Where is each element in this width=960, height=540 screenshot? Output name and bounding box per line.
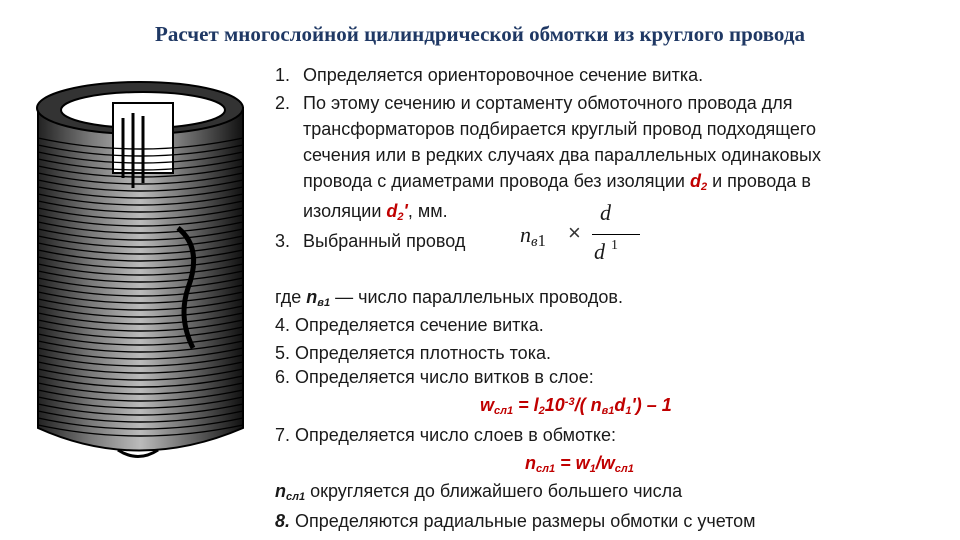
list-item-2-line-4: провода с диаметрами провода без изоляции $d_2$ и провода в xyxy=(303,171,811,193)
step-8: 8. Определяются радиальные размеры обмотки с учетом xyxy=(275,511,756,531)
list-number-3: 3. xyxy=(275,231,291,251)
step-7: 7. Определяется число слоев в обмотке: xyxy=(275,425,617,445)
turns-per-layer-formula: $w_{сл1} = l_210^{-3}/$( $n_{в1}d_1') - 1$ xyxy=(480,395,672,417)
rounding-note: $n_{сл1}$ округляется до ближайшего большего числа xyxy=(275,481,683,503)
list-item-2-line-3: сечения или в редких случаях два параллельных одинаковых xyxy=(303,145,821,165)
slide-title: Расчет многослойной цилиндрической обмотки из круглого провода xyxy=(155,22,805,46)
where-line: где $n_{в1}$ — число параллельных проводов. xyxy=(275,287,623,309)
d2-symbol: d xyxy=(689,171,701,191)
list-item-2-line-1: По этому сечению и сортаменту обмоточного провода для xyxy=(303,93,793,113)
d2-insulated-symbol: d xyxy=(386,201,398,221)
step-6: 6. Определяется число витков в слое: xyxy=(275,367,594,387)
list-item-2-line-5: изоляции $d_2'$, мм. xyxy=(303,201,448,223)
layer-count-formula: $n_{сл1} = w_1/w_{сл1}$ xyxy=(525,453,634,475)
list-number-2: 2. xyxy=(275,93,291,113)
list-number-1: 1. xyxy=(275,65,291,85)
step-5: 5. Определяется плотность тока. xyxy=(275,343,551,363)
list-item-1: Определяется ориенторовочное сечение витка. xyxy=(303,65,704,85)
winding-coil-image xyxy=(28,78,258,473)
list-item-3: Выбранный провод xyxy=(303,231,466,251)
wire-count-formula: nв1 × d d $^1$ xyxy=(520,200,650,270)
list-item-2-line-2: трансформаторов подбирается круглый провод подходящего xyxy=(303,119,817,139)
step-4: 4. Определяется сечение витка. xyxy=(275,315,544,335)
